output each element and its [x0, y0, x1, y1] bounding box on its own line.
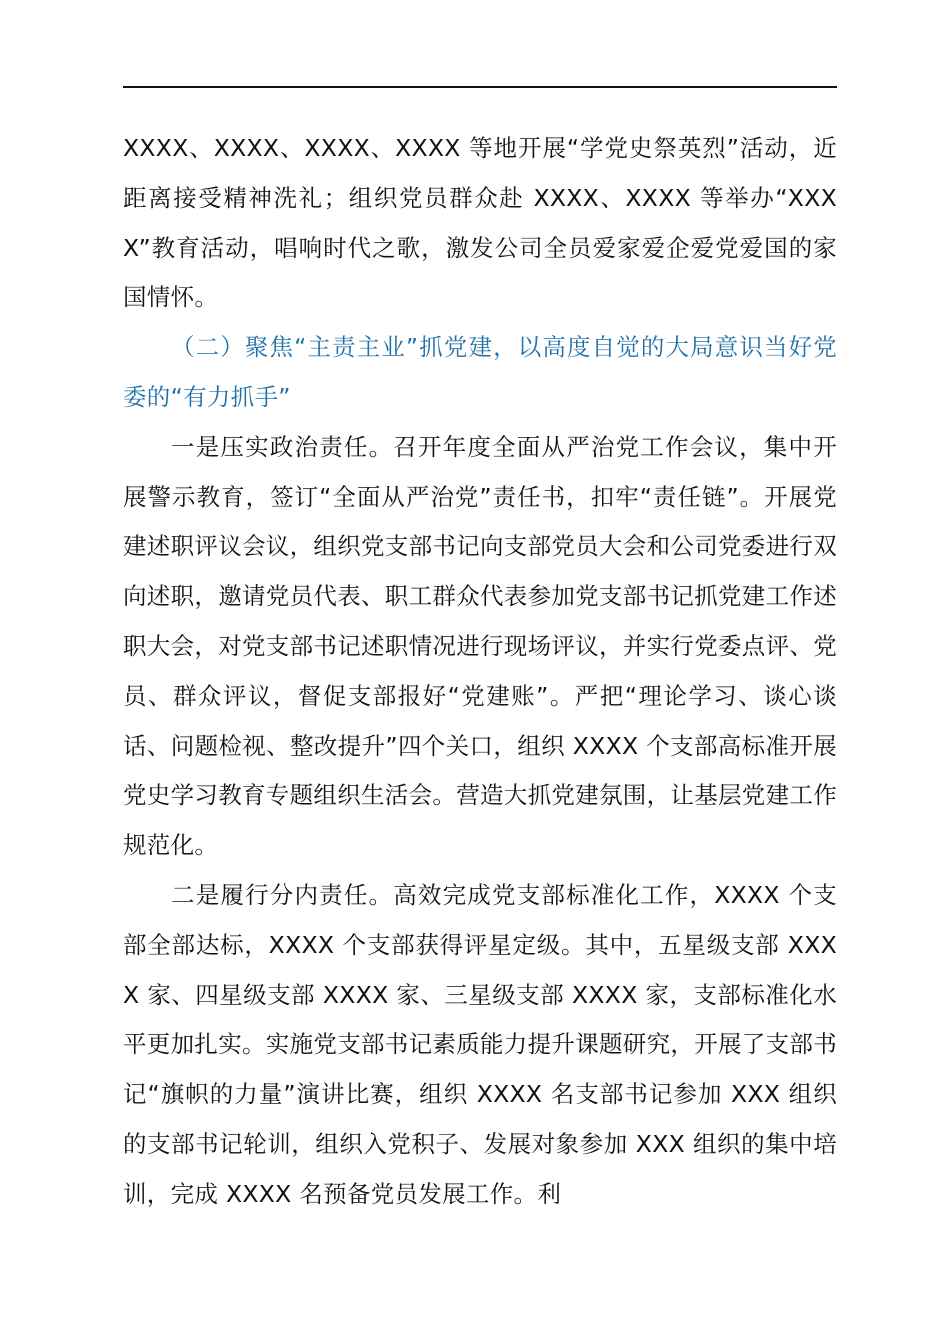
paragraph-continuation: XXXX、XXXX、XXXX、XXXX 等地开展“学党史祭英烈”活动，近距离接受精神洗礼；组织党员群众赴 XXXX、XXXX 等举办“XXXX”教育活动，唱响时代之歌，激发公司全员爱家爱企爱党爱国的家国情怀。	[123, 134, 837, 312]
section-subheading: （二）聚焦“主责主业”抓党建，以高度自觉的大局意识当好党委的“有力抓手”	[123, 333, 837, 411]
paragraph-duty-responsibility: 二是履行分内责任。高效完成党支部标准化工作，XXXX 个支部全部达标，XXXX 个支部获得评星定级。其中，五星级支部 XXXX 家、四星级支部 XXXX 家、三星级支部 XXXX 家，支部标准化水平更加扎实。实施党支部书记素质能力提升课题研究，开展了支部书记“旗帜的力量”演讲比赛，组织 XXXX 名支部书记参加 XXX 组织的支部书记轮训，组织入党积子、发展对象参加 XXX 组织的集中培训，完成 XXXX 名预备党员发展工作。利	[123, 880, 837, 1208]
document-body	[123, 124, 837, 1220]
paragraph-political-responsibility: 一是压实政治责任。召开年度全面从严治党工作会议，集中开展警示教育，签订“全面从严治党”责任书，扣牢“责任链”。开展党建述职评议会议，组织党支部书记向支部党员大会和公司党委进行双向述职，邀请党员代表、职工群众代表参加党支部书记抓党建工作述职大会，对党支部书记述职情况进行现场评议，并实行党委点评、党员、群众评议，督促支部报好“党建账”。严把“理论学习、谈心谈话、问题检视、整改提升”四个关口，组织 XXXX 个支部高标准开展党史学习教育专题组织生活会。营造大抓党建氛围，让基层党建工作规范化。	[123, 432, 837, 860]
header-rule	[123, 86, 837, 88]
